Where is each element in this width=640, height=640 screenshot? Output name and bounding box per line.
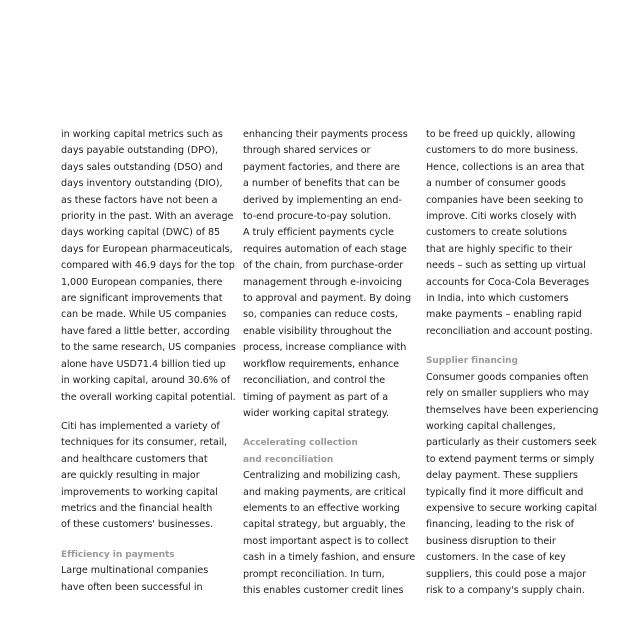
section-heading — [243, 435, 419, 468]
text-line: A truly efficient payments cycle — [243, 227, 394, 239]
text-line: enhancing their payments process — [243, 129, 408, 140]
text-line: in India, into which customers — [426, 293, 569, 305]
text-line: days working capital (DWC) of 85 — [61, 227, 221, 239]
text-line: particularly as their customers seek — [426, 437, 597, 449]
text-line: customers to create solutions — [426, 227, 567, 239]
text-line: metrics and the financial health — [61, 502, 213, 514]
text-line: and reconciliation — [243, 454, 334, 465]
text-line: in working capital, around 30.6% of — [61, 375, 231, 387]
text-column-2 — [243, 127, 419, 599]
text-line: payment factories, and there are — [243, 161, 401, 173]
text-line: Centralizing and mobilizing cash, — [243, 470, 401, 482]
text-line: days inventory outstanding (DIO), — [61, 178, 223, 190]
text-line: days for European pharmaceuticals, — [61, 243, 233, 255]
text-line: have fared a little better, according — [61, 325, 230, 337]
text-line: companies have been seeking to — [426, 194, 584, 206]
text-line: of the chain, from purchase-order — [243, 260, 404, 272]
text-line: and making payments, are critical — [243, 486, 406, 498]
text-line: risk to a company's supply chain. — [426, 584, 585, 596]
paragraph — [243, 127, 419, 422]
text-line: timing of payment as part of a — [243, 391, 389, 403]
text-line: accounts for Coca-Cola Beverages — [426, 276, 590, 288]
text-line: customers. In the case of key — [426, 552, 566, 564]
text-line: improvements to working capital — [61, 486, 218, 498]
text-line: compared with 46.9 days for the top — [61, 260, 235, 272]
text-line: to be freed up quickly, allowing — [426, 129, 576, 140]
text-line: elements to an effective working — [243, 502, 400, 514]
text-line: a number of consumer goods — [426, 178, 566, 190]
text-line: as these factors have not been a — [61, 194, 218, 206]
text-line: Hence, collections is an area that — [426, 161, 585, 173]
text-line: of these customers' businesses. — [61, 519, 214, 531]
text-line: Large multinational companies — [61, 565, 209, 577]
text-line: suppliers, this could pose a major — [426, 568, 586, 580]
text-line: in working capital metrics such as — [61, 129, 223, 140]
text-line: working capital challenges, — [426, 420, 556, 432]
text-line: make payments – enabling rapid — [426, 309, 582, 321]
text-line: requires automation of each stage — [243, 243, 407, 255]
text-column-1 — [61, 127, 237, 596]
text-line: through shared services or — [243, 145, 371, 157]
text-line: themselves have been experiencing — [426, 404, 599, 416]
text-line: business disruption to their — [426, 535, 556, 547]
text-column-3 — [426, 127, 606, 599]
text-line: Supplier financing — [426, 356, 518, 367]
paragraph — [426, 370, 606, 600]
paragraph — [426, 127, 606, 340]
text-line: a number of benefits that can be — [243, 178, 400, 190]
text-line: and healthcare customers that — [61, 453, 208, 465]
text-line: to-end procure-to-pay solution. — [243, 211, 391, 223]
text-line: are quickly resulting in major — [61, 470, 200, 482]
text-line: to approval and payment. By doing — [243, 293, 412, 305]
text-line: alone have USD71.4 billion tied up — [61, 358, 226, 370]
text-line: have often been successful in — [61, 581, 203, 593]
text-line: rely on smaller suppliers who may — [426, 388, 590, 400]
text-line: most important aspect is to collect — [243, 535, 409, 547]
text-line: customers to do more business. — [426, 145, 579, 157]
text-line: expensive to secure working capital — [426, 502, 597, 514]
text-line: can be made. While US companies — [61, 309, 227, 321]
text-line: 1,000 European companies, there — [61, 276, 223, 288]
text-line: derived by implementing an end- — [243, 194, 402, 206]
text-line: days payable outstanding (DPO), — [61, 145, 219, 157]
text-line: process, increase compliance with — [243, 342, 407, 354]
text-line: wider working capital strategy. — [243, 407, 390, 419]
text-line: capital strategy, but arguably, the — [243, 519, 406, 531]
text-line: workflow requirements, enhance — [243, 358, 400, 370]
text-line: delay payment. These suppliers — [426, 470, 578, 482]
text-line: Efficiency in payments — [61, 549, 175, 560]
paragraph — [243, 468, 419, 599]
text-line: priority in the past. With an average — [61, 211, 234, 223]
text-line: days sales outstanding (DSO) and — [61, 161, 223, 173]
text-line: Citi has implemented a variety of — [61, 420, 220, 432]
section-heading — [426, 353, 606, 369]
text-line: cash in a timely fashion, and ensure — [243, 552, 416, 564]
text-line: the overall working capital potential. — [61, 391, 236, 403]
text-line: to extend payment terms or simply — [426, 453, 595, 465]
text-line: enable visibility throughout the — [243, 325, 392, 337]
text-line: to the same research, US companies — [61, 342, 236, 354]
text-line: improve. Citi works closely with — [426, 211, 577, 223]
paragraph — [61, 419, 237, 534]
text-line: techniques for its consumer, retail, — [61, 437, 228, 449]
text-line: Consumer goods companies often — [426, 371, 589, 383]
paragraph — [61, 563, 237, 596]
text-line: typically find it more difficult and — [426, 486, 584, 498]
text-line: financing, leading to the risk of — [426, 519, 574, 531]
text-line: reconciliation, and control the — [243, 375, 386, 387]
text-line: needs – such as setting up virtual — [426, 260, 586, 272]
text-line: management through e-invoicing — [243, 276, 402, 288]
text-line: prompt reconciliation. In turn, — [243, 568, 385, 580]
text-line: Accelerating collection — [243, 438, 358, 449]
paragraph — [61, 127, 237, 406]
text-line: are significant improvements that — [61, 293, 223, 305]
text-line: so, companies can reduce costs, — [243, 309, 398, 321]
text-line: reconciliation and account posting. — [426, 325, 593, 337]
text-line: that are highly specific to their — [426, 243, 573, 255]
section-heading — [61, 547, 237, 563]
text-line: this enables customer credit lines — [243, 584, 404, 596]
